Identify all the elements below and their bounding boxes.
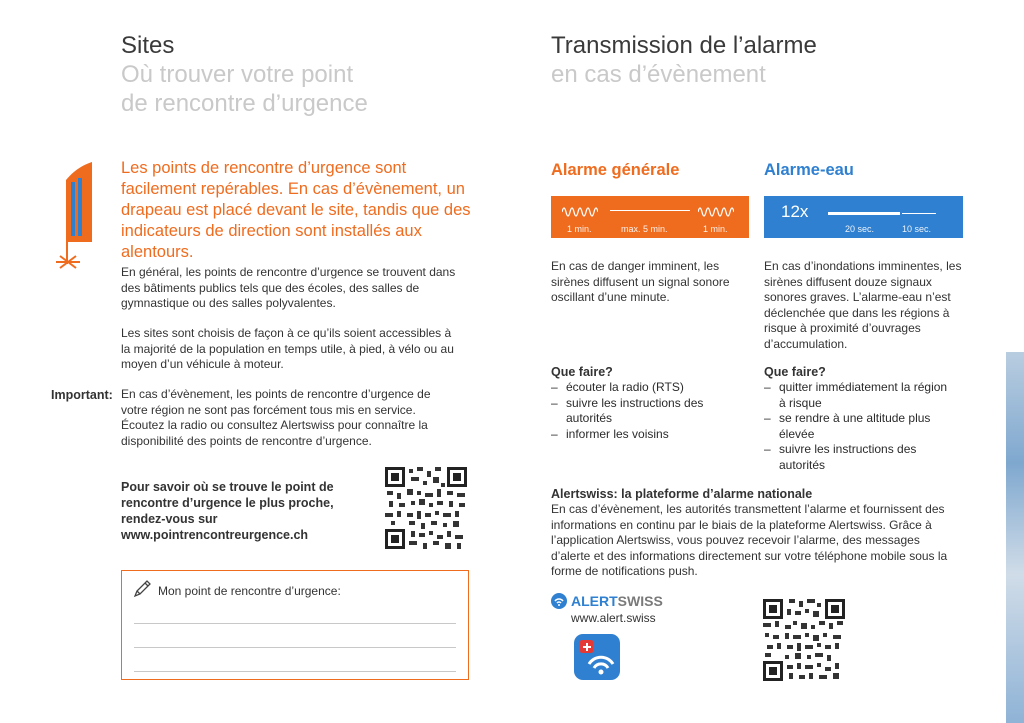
bar-label-1min-b: 1 min. [703,224,728,234]
wifi-icon [587,652,615,676]
alertswiss-logo[interactable] [551,592,663,610]
bar-label-1min-a: 1 min. [567,224,592,234]
qr-code-left[interactable] [385,467,467,549]
water-description: En cas d’inondations imminentes, les sirènes diffusent douze signaux sonores graves. L’alarme-eau n’est déclenchée que dans les régions à risque à proximité d’ouvrages d’accumulation. [764,259,962,351]
app-icon[interactable] [574,634,620,680]
list-item: – suivre les instructions des autorités [764,442,954,473]
list-item: – suivre les instructions des autorités [551,396,741,427]
page-edge-strip [1006,352,1024,723]
water-todo-list [764,380,954,473]
general-todo-title: Que faire? [551,365,613,379]
general-todo-list [551,380,741,442]
water-alarm-title: Alarme-eau [764,161,854,179]
flag-icon [52,158,96,270]
wave-icon-end [698,204,734,220]
bar-label-max5: max. 5 min. [621,224,668,234]
signal-on-line [828,212,900,215]
alertswiss-url[interactable]: www.alert.swiss [571,611,656,625]
list-item: – écouter la radio (RTS) [551,380,741,396]
my-point-box[interactable] [121,570,469,680]
orange-paragraph: Les points de rencontre d’urgence sont facilement repérables. En cas d’évènement, un drapeau est placé devant le site, tandis que des indicateurs de direction sont installés aux alentours. [121,159,471,261]
bar-label-10sec: 10 sec. [902,224,932,234]
signal-line [610,210,690,211]
my-point-label: Mon point de rencontre d’urgence: [158,584,341,598]
signal-off-line [902,213,936,214]
list-item: – informer les voisins [551,427,741,443]
write-line-3[interactable] [134,671,456,672]
right-subtitle: en cas d’évènement [551,61,766,88]
logo-word-swiss: SWISS [617,593,663,609]
paragraph-sites: Les sites sont choisis de façon à ce qu’ils soient accessibles à la majorité de la population en temps utile, à pied, à vélo ou au moyen d’un véhicule à moteur. [121,326,454,371]
left-subtitle-line1: Où trouver votre point [121,61,354,88]
general-description: En cas de danger imminent, les sirènes diffusent un signal sonore oscillant d’une minute. [551,259,730,304]
bar-label-20sec: 20 sec. [845,224,875,234]
paragraph-general: En général, les points de rencontre d’urgence se trouvent dans des bâtiments publics tels que des écoles, des salles de gymnastique ou des salles polyvalentes. [121,265,456,310]
left-title: Sites [121,32,175,59]
water-todo-title: Que faire? [764,365,826,379]
left-subtitle-line2: de rencontre d’urgence [121,90,368,117]
important-label: Important: [51,388,113,402]
important-text: En cas d’évènement, les points de rencontre d’urgence de votre région ne sont pas forcément tous mis en service. Écoutez la radio ou consultez Alertswiss pour connaître la disponibilité des points de rencontre d’urgence. [121,387,431,448]
pencil-icon [132,579,152,599]
general-alarm-title: Alarme générale [551,161,680,179]
water-alarm-bar [764,196,963,238]
write-line-1[interactable] [134,623,456,624]
list-item: – quitter immédiatement la région à risque [764,380,954,411]
general-alarm-bar [551,196,749,238]
write-line-2[interactable] [134,647,456,648]
logo-word-alert: ALERT [571,593,618,609]
qr-code-right[interactable] [763,599,845,681]
alertswiss-title: Alertswiss: la plateforme d’alarme nationale [551,487,813,501]
alertswiss-text: En cas d’évènement, les autorités transmettent l’alarme et fournissent des informations en continu par le biais de la plateforme Alertswiss. Grâce à l’application Alertswiss, vous pouvez recevoir l’alarme, des messages d’alerte et des informations directement sur votre téléphone mobile sous la forme de notifications push. [551,502,948,578]
wave-icon-start [562,204,598,220]
wifi-icon [551,593,567,609]
water-bar-count: 12x [781,202,809,221]
list-item: – se rendre à une altitude plus élevée [764,411,954,442]
right-title: Transmission de l’alarme [551,32,817,59]
find-point-text: Pour savoir où se trouve le point de rencontre d’urgence le plus proche, rendez-vous sur www.pointrencontreurgence.ch [121,480,334,542]
